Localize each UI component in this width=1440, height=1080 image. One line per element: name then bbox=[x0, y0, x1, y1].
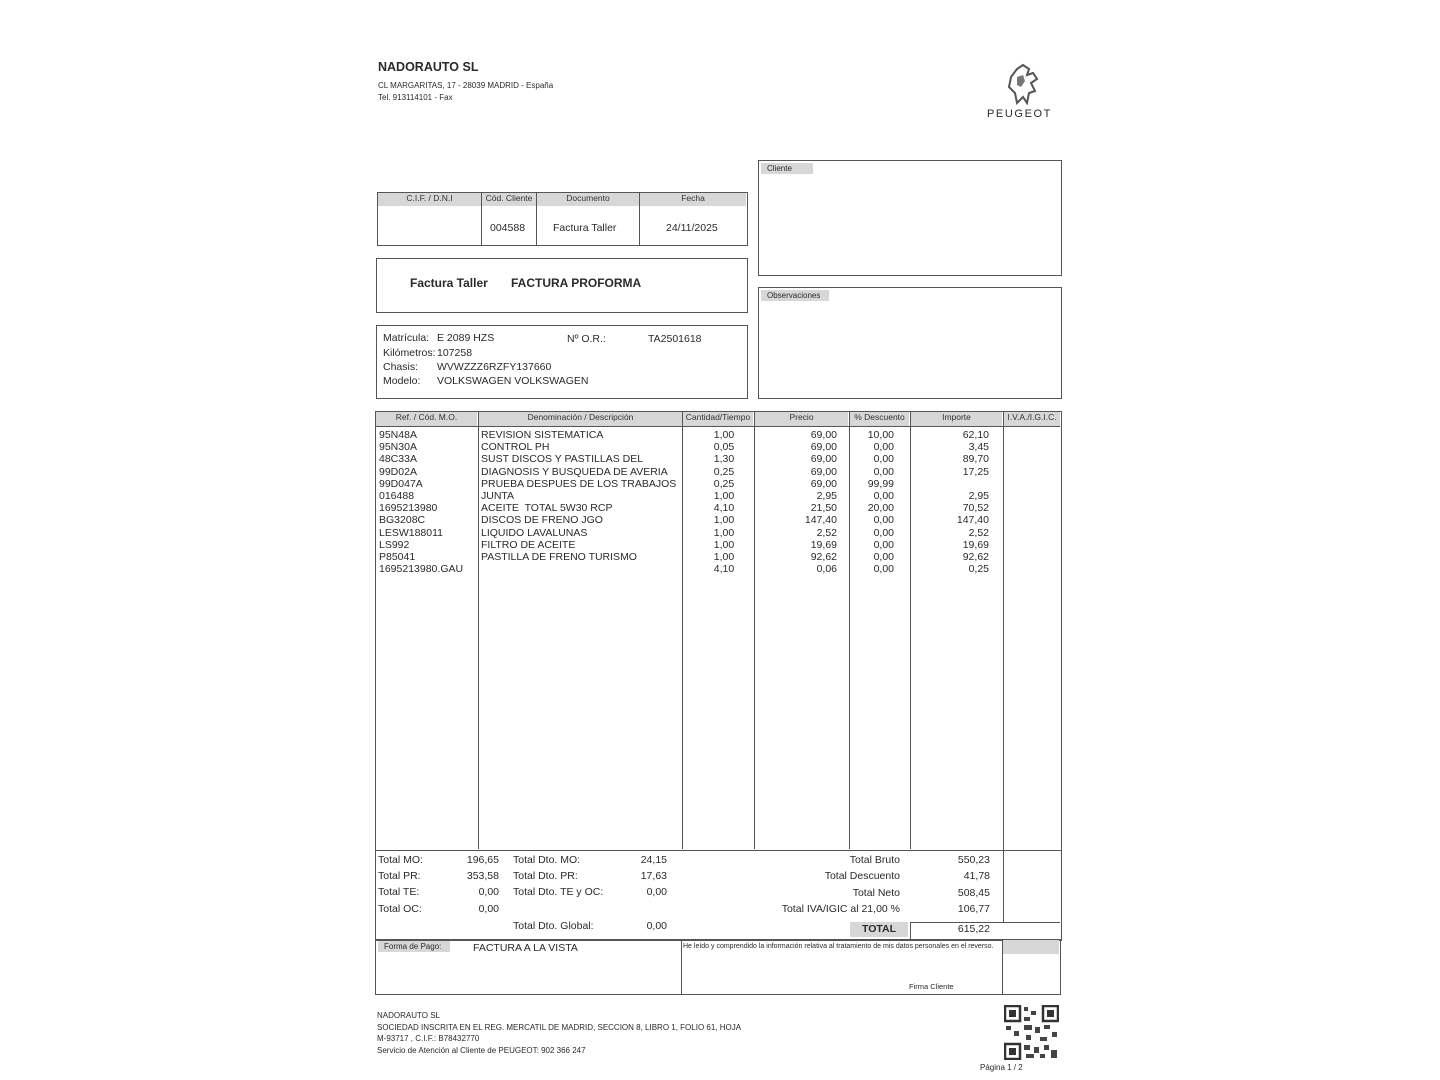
invoice-title-box bbox=[376, 258, 748, 313]
brand-name: PEUGEOT bbox=[987, 108, 1052, 120]
footer-customer-service: Servicio de Atención al Cliente de PEUGEOT: 902 366 247 bbox=[377, 1046, 586, 1055]
km-label: Kilómetros: bbox=[383, 347, 436, 359]
modelo-label: Modelo: bbox=[383, 375, 421, 387]
vehicle-info-box bbox=[376, 325, 748, 399]
fecha-value: 24/11/2025 bbox=[666, 222, 718, 234]
footer-cif: M-93717 , C.I.F.: B78432770 bbox=[377, 1034, 480, 1043]
col-desc-header: Denominación / Descripción bbox=[479, 412, 682, 426]
total-dto-te-value: 0,00 bbox=[646, 886, 667, 898]
privacy-notice: He leído y comprendido la información relativa al tratamiento de mis datos personales en el reverso. bbox=[683, 943, 994, 950]
col-price-header: Precio bbox=[755, 412, 848, 426]
total-dto-pr-value: 17,63 bbox=[640, 870, 667, 882]
col-amount-header: Importe bbox=[911, 412, 1002, 426]
chasis-value: WVWZZZ6RZFY137660 bbox=[437, 361, 552, 373]
modelo-value: VOLKSWAGEN VOLKSWAGEN bbox=[437, 375, 589, 387]
total-dto-global-label: Total Dto. Global: bbox=[513, 920, 594, 932]
line-quantities: 1,00 0,05 1,30 0,25 0,25 1,00 4,10 1,00 1,00 1,00 1,00 4,10 bbox=[713, 429, 735, 576]
total-oc-label: Total OC: bbox=[378, 903, 422, 915]
total-neto-label: Total Neto bbox=[852, 887, 900, 899]
documento-value: Factura Taller bbox=[553, 222, 617, 234]
header-doc-label: Documento bbox=[537, 193, 639, 206]
line-amounts: 62,10 3,45 89,70 17,25 2,95 70,52 147,40 2,52 19,69 92,62 0,25 bbox=[956, 429, 989, 576]
company-address: CL MARGARITAS, 17 - 28039 MADRID - España bbox=[378, 81, 554, 90]
footer-company-name: NADORAUTO SL bbox=[377, 1011, 440, 1020]
cod-cliente-value: 004588 bbox=[490, 222, 526, 234]
matricula-label: Matrícula: bbox=[383, 332, 430, 344]
peugeot-lion-icon bbox=[1003, 63, 1043, 105]
col-disc-header: % Descuento bbox=[850, 412, 909, 426]
total-te-label: Total TE: bbox=[378, 886, 420, 898]
invoice-type: Factura Taller bbox=[410, 276, 488, 290]
total-dto-mo-label: Total Dto. MO: bbox=[513, 854, 581, 866]
col-qty-header: Cantidad/Tiempo bbox=[683, 412, 753, 426]
observaciones-label: Observaciones bbox=[761, 290, 829, 301]
qr-code-icon bbox=[1004, 1005, 1059, 1060]
footer-registry: SOCIEDAD INSCRITA EN EL REG. MERCATIL DE MADRID, SECCION 8, LIBRO 1, FOLIO 61, HOJA bbox=[377, 1023, 742, 1032]
line-refs: 95N48A 95N30A 48C33A 99D02A 99D047A 016488 1695213980 BG3208C LESW188011 LS992 P85041 1695213980.GAU bbox=[379, 429, 464, 576]
document-header-table bbox=[377, 192, 748, 246]
col-tax-header: I.V.A./I.G.I.C. bbox=[1004, 412, 1060, 426]
total-iva-value: 106,77 bbox=[957, 903, 990, 915]
total-bruto-label: Total Bruto bbox=[849, 854, 900, 866]
company-phone: Tel. 913114101 - Fax bbox=[378, 93, 453, 102]
total-pr-value: 353,58 bbox=[466, 870, 499, 882]
line-prices: 69,00 69,00 69,00 69,00 69,00 2,95 21,50 147,40 2,52 19,69 92,62 0,06 bbox=[804, 429, 837, 576]
or-label: Nº O.R.: bbox=[567, 333, 606, 345]
observaciones-box bbox=[758, 287, 1062, 399]
grand-total-value: 615,22 bbox=[957, 923, 990, 935]
total-dto-mo-value: 24,15 bbox=[640, 854, 667, 866]
total-descuento-value: 41,78 bbox=[963, 870, 990, 882]
payment-label: Forma de Pago: bbox=[378, 941, 450, 952]
header-cod-label: Cód. Cliente bbox=[482, 193, 536, 206]
total-dto-global-value: 0,00 bbox=[646, 920, 667, 932]
total-bruto-value: 550,23 bbox=[957, 854, 990, 866]
cliente-box bbox=[758, 160, 1062, 276]
or-value: TA2501618 bbox=[648, 333, 702, 345]
line-items-table bbox=[375, 411, 1062, 851]
header-fecha-label: Fecha bbox=[640, 193, 746, 206]
line-descriptions: REVISION SISTEMATICA CONTROL PH SUST DISCOS Y PASTILLAS DEL DIAGNOSIS Y BUSQUEDA DE AVERIA PRUEBA DESPUES DE LOS TRABAJOS JUNTA ACEITE TOTAL 5W30 RCP DISCOS DE FRENO JGO LIQUIDO LAVALUNAS FILTRO DE ACEITE PASTILLA DE FRENO TURISMO bbox=[481, 429, 677, 564]
total-mo-label: Total MO: bbox=[378, 854, 423, 866]
invoice-title: FACTURA PROFORMA bbox=[511, 276, 642, 290]
firma-cliente: Firma Cliente bbox=[909, 982, 954, 991]
total-pr-label: Total PR: bbox=[378, 870, 421, 882]
total-descuento-label: Total Descuento bbox=[824, 870, 900, 882]
total-iva-label: Total IVA/IGIC al 21,00 % bbox=[781, 903, 900, 915]
header-cif-label: C.I.F. / D.N.I bbox=[378, 193, 481, 206]
col-ref-header: Ref. / Cód. M.O. bbox=[376, 412, 477, 426]
company-name: NADORAUTO SL bbox=[378, 60, 479, 74]
total-te-value: 0,00 bbox=[478, 886, 499, 898]
total-oc-value: 0,00 bbox=[478, 903, 499, 915]
cliente-label: Cliente bbox=[761, 163, 813, 174]
km-value: 107258 bbox=[437, 347, 473, 359]
total-mo-value: 196,65 bbox=[466, 854, 499, 866]
total-dto-pr-label: Total Dto. PR: bbox=[513, 870, 578, 882]
payment-value: FACTURA A LA VISTA bbox=[473, 942, 578, 954]
chasis-label: Chasis: bbox=[383, 361, 419, 373]
line-discounts: 10,00 0,00 0,00 0,00 99,99 0,00 20,00 0,00 0,00 0,00 0,00 0,00 bbox=[867, 429, 894, 576]
total-neto-value: 508,45 bbox=[957, 887, 990, 899]
total-dto-te-label: Total Dto. TE y OC: bbox=[513, 886, 604, 898]
page-number: Página 1 / 2 bbox=[980, 1063, 1023, 1072]
payment-box bbox=[375, 939, 1061, 995]
matricula-value: E 2089 HZS bbox=[437, 332, 495, 344]
grand-total-label: TOTAL bbox=[861, 923, 897, 935]
